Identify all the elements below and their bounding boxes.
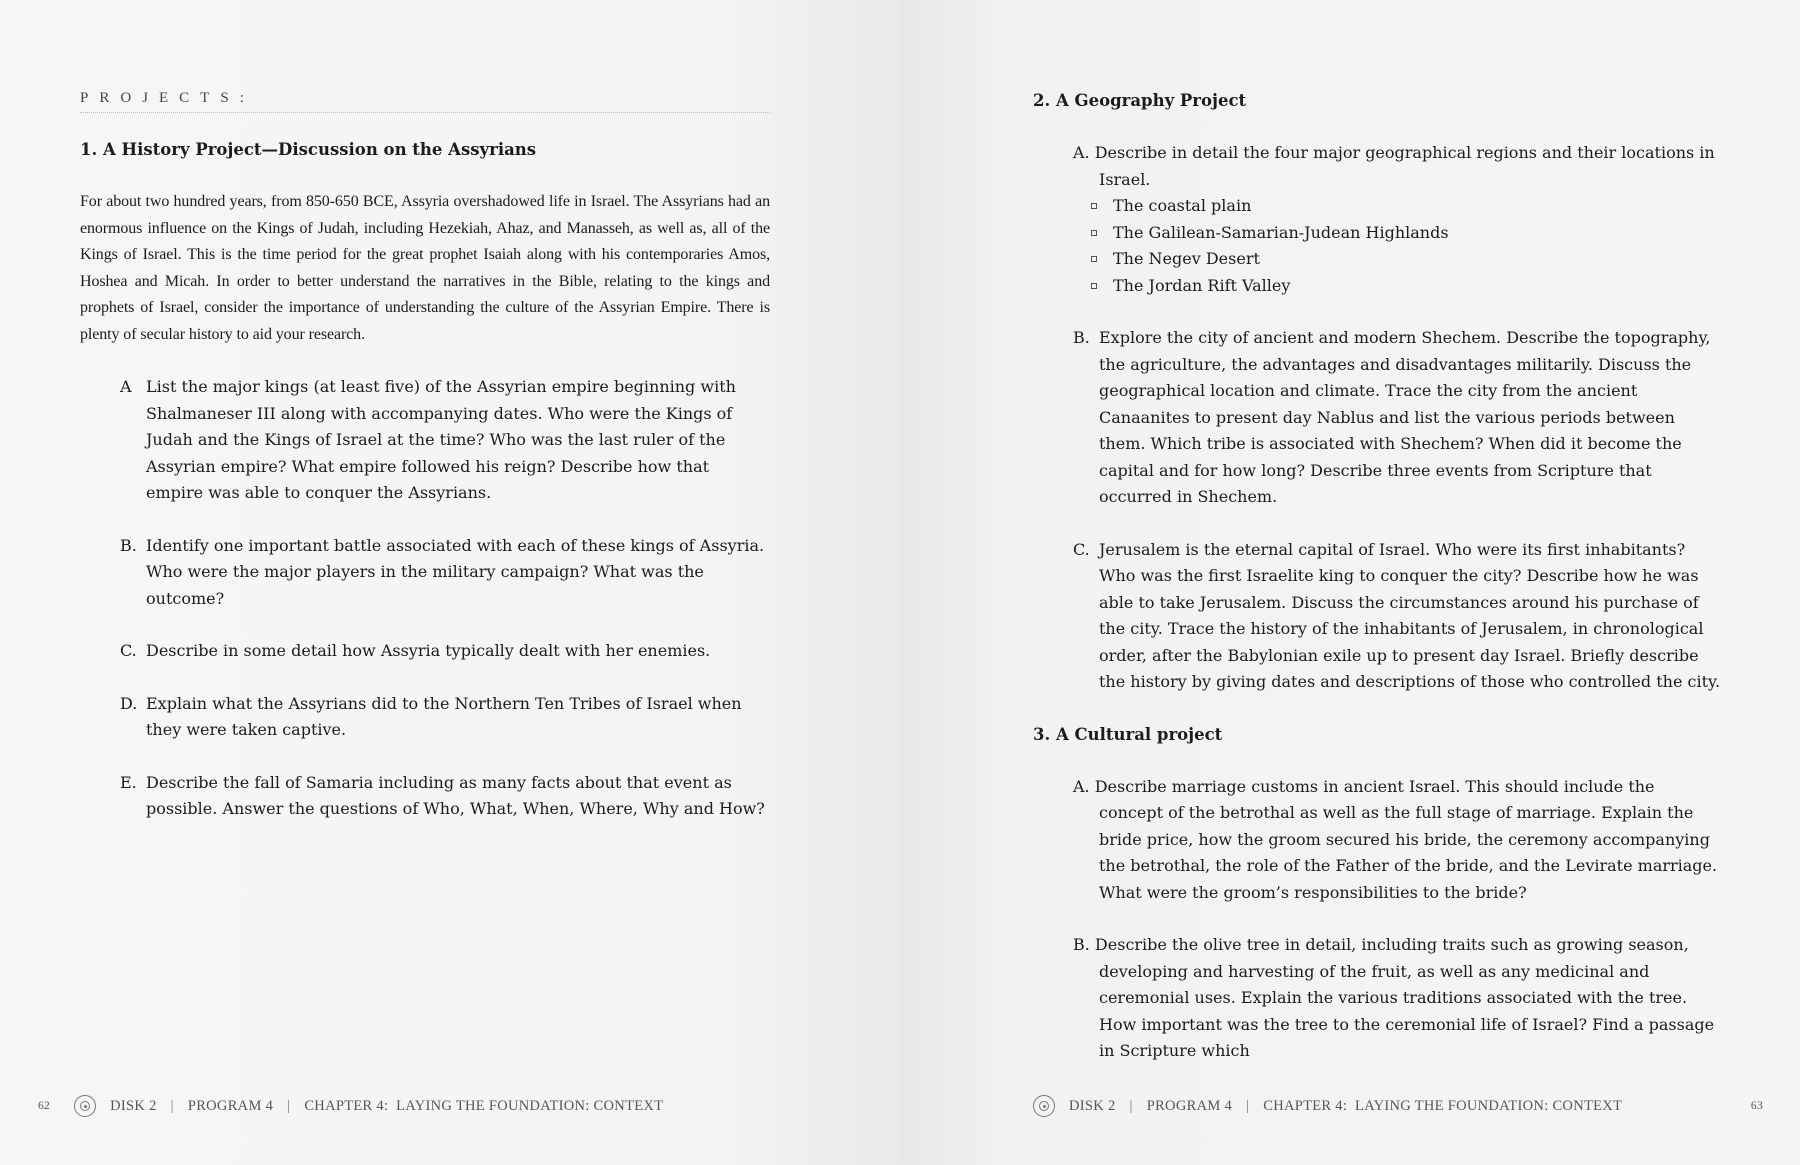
- bullet-item: [1091, 273, 1723, 300]
- item-letter: C.: [1073, 539, 1090, 559]
- item-text: Explain what the Assyrians did to the Northern Ten Tribes of Israel when they were taken captive.: [146, 693, 742, 739]
- footer-chapter: CHAPTER 4: LAYING THE FOUNDATION: CONTEXT: [1263, 1097, 1623, 1114]
- item-letter: A: [120, 377, 132, 396]
- footer-separator: |: [170, 1097, 174, 1114]
- list-item: [1073, 325, 1723, 511]
- bullet-square-icon: [1091, 203, 1097, 209]
- cultural-project-heading: 3. A Cultural project: [1033, 724, 1223, 744]
- history-intro-paragraph: For about two hundred years, from 850-650 BCE, Assyria overshadowed life in Israel. The Assyrians had an enormous influence on the Kings of Judah, including Hezekiah, Ahaz, and Manasseh, as well as, all of the Kings of Israel. This is the time period for the great prophet Isaiah along with his contemporaries Amos, Hoshea and Micah. In order to better understand the narratives in the Bible, relating to the kings and prophets of Israel, consider the importance of understanding the culture of the Assyrian Empire. There is plenty of secular history to aid your research.: [80, 193, 770, 343]
- bullet-item: [1091, 246, 1723, 273]
- list-item: [1073, 537, 1723, 696]
- item-letter: B.: [1073, 328, 1090, 347]
- item-text: Describe in some detail how Assyria typically dealt with her enemies.: [146, 641, 711, 660]
- item-letter: B.: [120, 535, 137, 555]
- geography-questions-list: [1073, 140, 1723, 696]
- footer-separator: |: [1129, 1097, 1133, 1114]
- right-content: [1033, 88, 1723, 1065]
- item-text: Describe the fall of Samaria including as many facts about that event as possible. Answer the questions of Who, What, When, Where, Why and How?: [146, 772, 765, 818]
- list-item: [120, 691, 770, 744]
- item-letter: C.: [120, 641, 137, 660]
- list-item: [120, 638, 770, 665]
- bullet-square-icon: [1091, 283, 1097, 289]
- bullet-text: The Jordan Rift Valley: [1113, 275, 1291, 295]
- bullet-text: The coastal plain: [1113, 196, 1252, 215]
- footer-disk: DISK 2: [1069, 1097, 1116, 1114]
- bullet-item: [1091, 220, 1723, 247]
- history-project-heading: 1. A History Project—Discussion on the Assyrians: [80, 140, 537, 159]
- history-questions-list: [80, 374, 770, 823]
- regions-bullet-list: [1073, 193, 1723, 299]
- item-text: A. Describe marriage customs in ancient Israel. This should include the concept of the betrothal as well as the full stage of marriage. Explain the bride price, how the groom secured his bride, the ceremony accompanying the betrothal, the role of the Father of the bride, and the Levirate marriage. What were the groom’s responsibilities to the bride?: [1073, 776, 1718, 902]
- page-right: [900, 0, 1800, 1165]
- item-text: B. Describe the olive tree in detail, including traits such as growing season, developing and harvesting of the fruit, as well as any medicinal and ceremonial uses. Explain the various traditions associated with the tree. How important was the tree to the ceremonial life of Israel? Find a passage in Scripture which: [1073, 935, 1715, 1060]
- footer-separator: |: [1246, 1097, 1250, 1114]
- footer-chapter: CHAPTER 4: LAYING THE FOUNDATION: CONTEXT: [304, 1097, 664, 1114]
- item-text: A. Describe in detail the four major geographical regions and their locations in Israel.: [1073, 143, 1715, 189]
- bullet-text: The Negev Desert: [1113, 249, 1260, 268]
- bullet-item: [1091, 193, 1723, 220]
- item-letter: E.: [120, 772, 137, 792]
- bullet-text: The Galilean-Samarian-Judean Highlands: [1113, 222, 1449, 242]
- footer-disk: DISK 2: [110, 1097, 157, 1114]
- footer-right: [1033, 1093, 1763, 1119]
- cultural-questions-list: [1073, 774, 1723, 1065]
- list-item: [1073, 932, 1723, 1065]
- item-text: Identify one important battle associated with each of these kings of Assyria. Who were the major players in the military campaign? What was the outcome?: [146, 535, 765, 608]
- footer-program: PROGRAM 4: [1146, 1097, 1233, 1114]
- list-item: [120, 770, 770, 823]
- page-number: 63: [1750, 1100, 1763, 1112]
- list-item: [1073, 774, 1723, 907]
- disc-icon: [74, 1095, 96, 1117]
- list-item: [1073, 140, 1723, 299]
- item-text: Explore the city of ancient and modern Shechem. Describe the topography, the agriculture, the advantages and disadvantages militarily. Discuss the geographical location and climate. Trace the city from the ancient Canaanites to present day Nablus and list the various periods between them. Which tribe is associated with Shechem? When did it become the capital and for how long? Describe three events from Scripture that occurred in Shechem.: [1099, 328, 1711, 506]
- disc-icon: [1033, 1095, 1055, 1117]
- item-letter: D.: [120, 693, 138, 713]
- footer-left: [38, 1093, 663, 1119]
- geography-project-heading: 2. A Geography Project: [1033, 91, 1247, 110]
- bullet-square-icon: [1091, 256, 1097, 262]
- item-text: List the major kings (at least five) of the Assyrian empire beginning with Shalmaneser III along with accompanying dates. Who were the Kings of Judah and the Kings of Israel at the time? Who was the last ruler of the Assyrian empire? What empire followed his reign? Describe how that empire was able to conquer the Assyrians.: [146, 377, 736, 502]
- item-text: Jerusalem is the eternal capital of Israel. Who were its first inhabitants? Who was the first Israelite king to conquer the city? Describe how he was able to take Jerusalem. Discuss the circumstances around his purchase of the city. Trace the history of the inhabitants of Jerusalem, in chronological order, after the Babylonian exile up to present day Israel. Briefly describe the history by giving dates and descriptions of those who controlled the city.: [1099, 539, 1721, 691]
- list-item: [120, 374, 770, 507]
- page-number: 62: [38, 1100, 51, 1112]
- bullet-square-icon: [1091, 230, 1097, 236]
- projects-label: PROJECTS:: [80, 88, 770, 113]
- footer-separator: |: [287, 1097, 291, 1114]
- left-content: [80, 88, 770, 823]
- list-item: [120, 533, 770, 613]
- footer-program: PROGRAM 4: [187, 1097, 274, 1114]
